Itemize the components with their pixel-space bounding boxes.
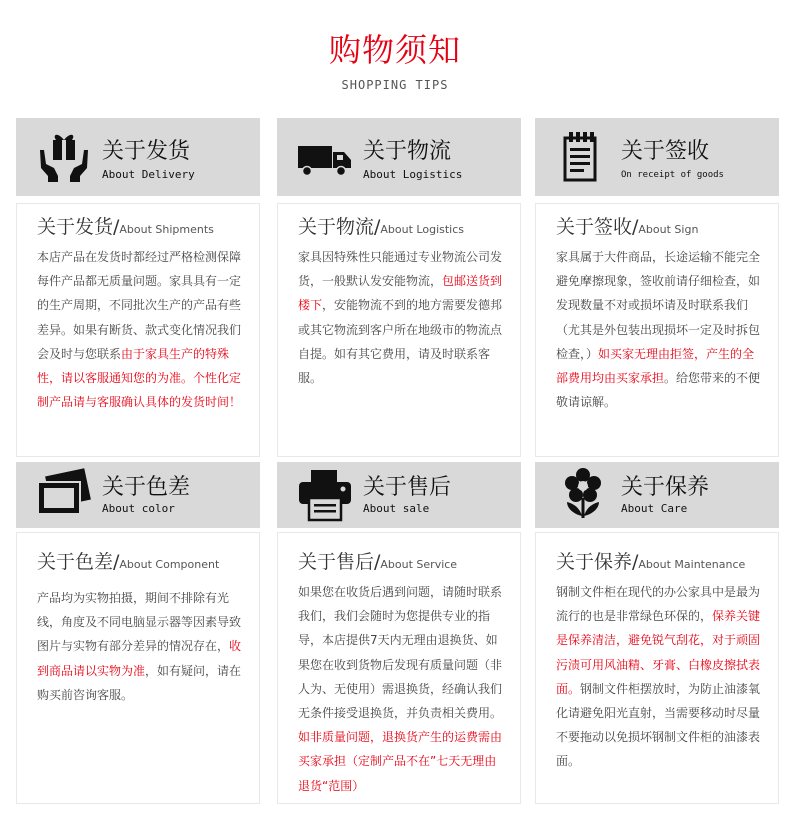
paragraph-text: 本店产品在发货时都经过严格检测保障每件产品都无质量问题。家具具有一定的生产周期，不同批次生产的产品有些差异。如果有断货、款式变化情况我们会及时与您联系 bbox=[37, 250, 242, 361]
body-title: 关于色差/About Component bbox=[37, 551, 220, 573]
card-color bbox=[16, 462, 260, 804]
card-header bbox=[16, 118, 260, 196]
card-subtitle: On receipt of goods bbox=[621, 170, 724, 180]
card-service bbox=[277, 462, 521, 804]
body-text bbox=[556, 245, 764, 414]
gift-hands-icon bbox=[36, 130, 92, 184]
flower-icon bbox=[555, 466, 611, 520]
paragraph-text: 。给您带来的不便敬请谅解。 bbox=[556, 371, 761, 410]
page-title: 购物须知 bbox=[328, 31, 461, 69]
paragraph-text: 钢制文件柜在现代的办公家具中是最为流行的也是非常绿色环保的， bbox=[556, 585, 761, 624]
paragraph-text: 如果您在收货后遇到问题，请随时联系我们，我们会随时为您提供专业的指导，本店提供7天内无理由退换货、如果您在收到货物后发现有质量问题（非人为、无使用）需退换货，经确认我们无条件接受退换货，并负责相关费用。 bbox=[298, 585, 503, 721]
body-title: 关于售后/About Service bbox=[298, 551, 458, 573]
body-text bbox=[298, 245, 506, 390]
paragraph-text: ，安能物流不到的地方需要发德邦或其它物流到客户所在地级市的物流点自提。如有其它费用，请及时联系客服。 bbox=[298, 298, 503, 386]
card-header bbox=[535, 462, 779, 528]
highlight-text: 包邮送货到楼下 bbox=[298, 274, 503, 313]
card-header bbox=[277, 118, 521, 196]
card-header bbox=[535, 118, 779, 196]
highlight-text: 由于家具生产的特殊性，请以客服通知您的为准。个性化定制产品请与客服确认具体的发货时间！ bbox=[37, 346, 242, 410]
paragraph-text: ，如有疑问，请在购买前咨询客服。 bbox=[37, 663, 242, 702]
clipboard-icon bbox=[555, 130, 611, 184]
card-title: 关于物流 bbox=[363, 139, 452, 164]
body-title: 关于发货/About Shipments bbox=[37, 216, 214, 238]
paragraph-text: 产品均为实物拍摄，期间不排除有光线，角度及不同电脑显示器等因素导致图片与实物有部分差异的情况存在， bbox=[37, 591, 242, 654]
card-header bbox=[16, 462, 260, 528]
body-title: 关于保养/About Maintenance bbox=[556, 551, 746, 573]
highlight-text: 如买家无理由拒签，产生的全部费用均由买家承担 bbox=[556, 346, 755, 386]
paragraph-text: 家具属于大件商品，长途运输不能完全避免摩擦现象，签收前请仔细检查，如发现数量不对或损坏请及时联系我们（尤其是外包装出现损坏一定及时拆包检查，） bbox=[556, 250, 761, 361]
card-subtitle: About Logistics bbox=[363, 168, 463, 181]
card-logistics bbox=[277, 118, 521, 458]
card-title: 关于售后 bbox=[363, 475, 452, 500]
card-subtitle: About sale bbox=[363, 502, 430, 515]
paragraph-text: 家具因特殊性只能通过专业物流公司发货，一般默认发安能物流， bbox=[298, 250, 503, 289]
card-delivery bbox=[16, 118, 260, 458]
card-care bbox=[535, 462, 779, 804]
card-title: 关于保养 bbox=[621, 475, 710, 500]
card-title: 关于色差 bbox=[102, 475, 191, 500]
body-text bbox=[298, 580, 506, 798]
delivery-truck-icon bbox=[297, 130, 353, 184]
card-title: 关于发货 bbox=[102, 139, 191, 164]
highlight-text: 收到商品请以实物为准 bbox=[37, 639, 242, 678]
highlight-text: 如非质量问题，退换货产生的运费需由买家承担（定制产品不在”七天无理由退货“范围） bbox=[298, 730, 503, 793]
body-text bbox=[37, 245, 245, 414]
card-sign bbox=[535, 118, 779, 458]
card-body bbox=[535, 203, 779, 457]
photo-frames-icon bbox=[36, 468, 92, 522]
card-body bbox=[535, 532, 779, 804]
card-body bbox=[277, 203, 521, 457]
card-body bbox=[16, 532, 260, 804]
card-header bbox=[277, 462, 521, 528]
body-title: 关于签收/About Sign bbox=[556, 216, 699, 238]
card-body bbox=[16, 203, 260, 457]
card-body bbox=[277, 532, 521, 804]
body-title: 关于物流/About Logistics bbox=[298, 216, 465, 238]
paragraph-text: 钢制文件柜摆放时，为防止油漆氧化请避免阳光直射，当需要移动时尽量不要拖动以免损坏钢制文件柜的油漆表面。 bbox=[556, 681, 761, 769]
body-text bbox=[556, 580, 764, 774]
card-subtitle: About Delivery bbox=[102, 168, 195, 181]
body-text bbox=[37, 586, 245, 707]
highlight-text: 保养关键是保养清洁，避免锐气刮花，对于顽固污渍可用风油精、牙膏、白橡皮擦拭表面。 bbox=[556, 609, 761, 696]
page-subtitle: SHOPPING TIPS bbox=[341, 78, 449, 92]
card-subtitle: About Care bbox=[621, 502, 688, 515]
card-subtitle: About color bbox=[102, 502, 175, 515]
printer-icon bbox=[297, 468, 353, 522]
card-title: 关于签收 bbox=[621, 139, 710, 164]
